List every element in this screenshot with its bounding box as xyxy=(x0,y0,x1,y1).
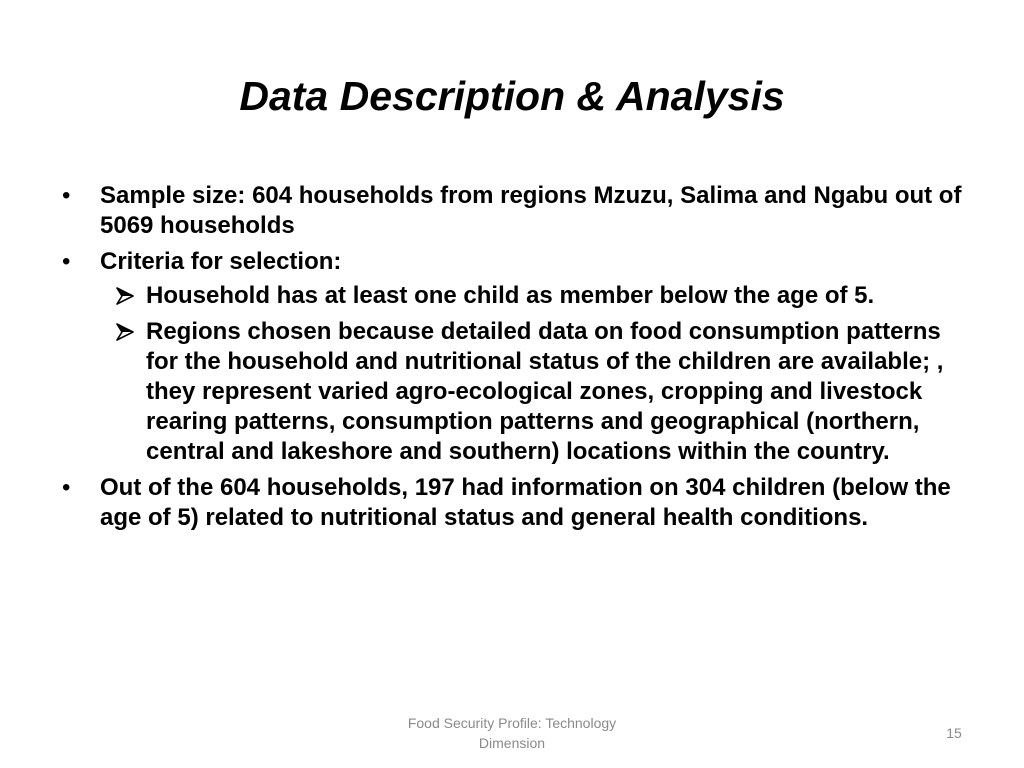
bullet-text: Sample size: 604 households from regions Mzuzu, Salima and Ngabu out of 5069 households xyxy=(100,182,962,239)
slide-footer: Food Security Profile: Technology Dimension xyxy=(407,715,617,751)
bullet-dot-icon: • xyxy=(62,182,71,209)
bullet-item-criteria xyxy=(62,247,968,467)
sub-bullet-text: Household has at least one child as member below the age of 5. xyxy=(146,282,875,309)
bullet-dot-icon: • xyxy=(62,474,71,501)
bullet-item-sample-size xyxy=(62,181,968,241)
arrow-bullet-icon xyxy=(115,323,135,341)
bullet-dot-icon: • xyxy=(62,248,71,275)
arrow-bullet-icon xyxy=(115,287,135,305)
slide-title: Data Description & Analysis xyxy=(239,73,785,119)
bullet-item-children-info xyxy=(62,473,968,533)
bullet-list xyxy=(62,181,968,539)
bullet-text: Out of the 604 households, 197 had information on 304 children (below the age of 5) related to nutritional status and general health conditions. xyxy=(100,474,951,531)
sub-bullet-item-regions xyxy=(100,317,968,467)
bullet-text: Criteria for selection: xyxy=(100,248,342,275)
sub-bullet-item-household xyxy=(100,281,968,311)
sub-bullet-text: Regions chosen because detailed data on food consumption patterns for the household and nutritional status of the children are available; , they represent varied agro-ecological zones, cropping and livestock rearing patterns, consumption patterns and geographical (northern, central and lakeshore and southern) locations within the country. xyxy=(146,318,944,465)
sub-bullet-list xyxy=(100,281,968,467)
slide-page-number: 15 xyxy=(946,725,962,741)
